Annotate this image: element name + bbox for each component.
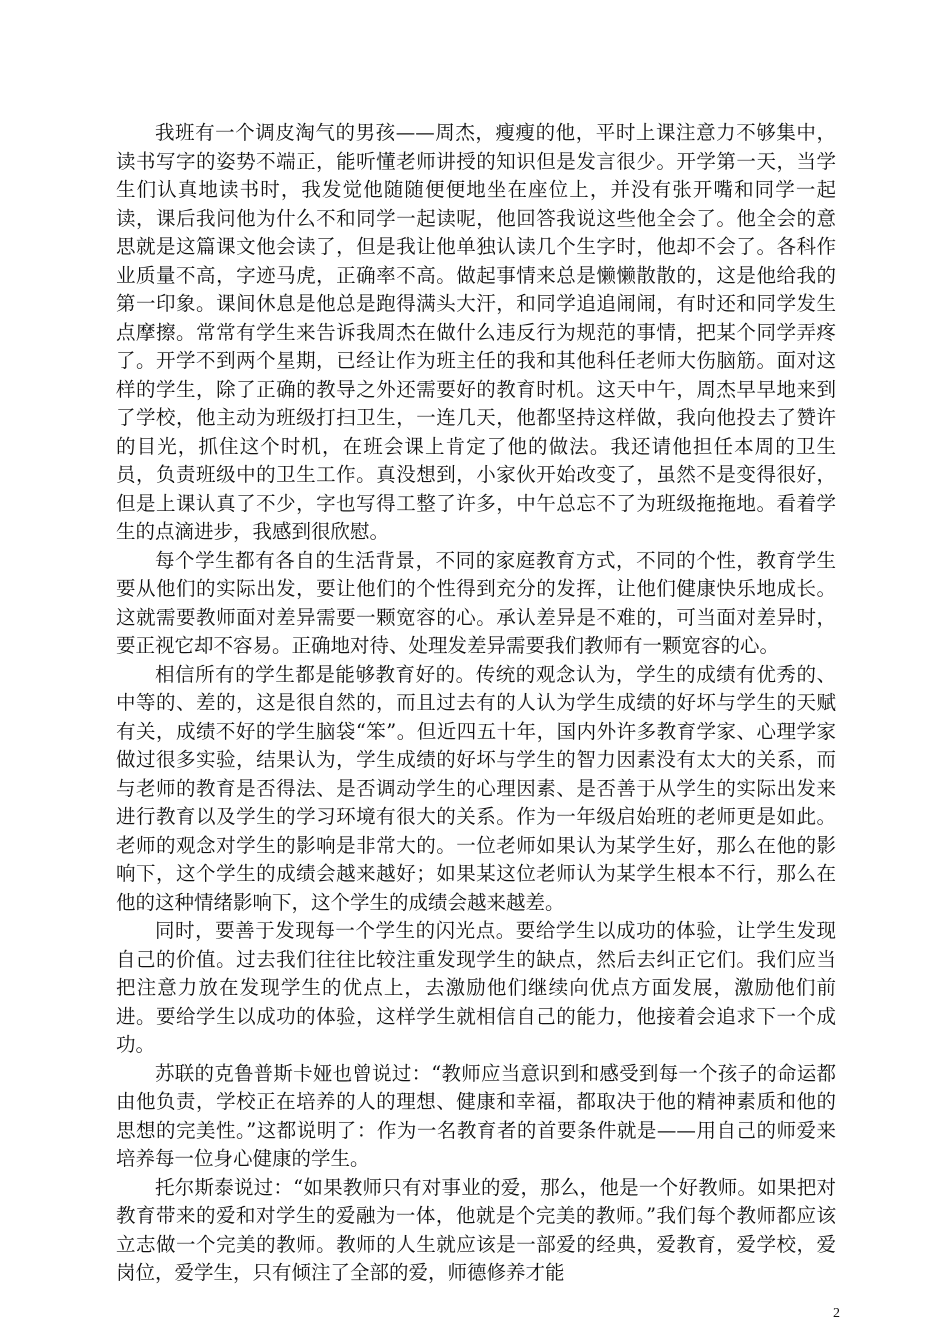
- paragraph-6: 托尔斯泰说过：“如果教师只有对事业的爱，那么，他是一个好教师。如果把对教育带来的爱和对学生的爱融为一体，他就是个完美的教师。”我们每个教师都应该立志做一个完美的教师。教师的人生就应该是一部爱的经典，爱教育，爱学校，爱岗位，爱学生，只有倾注了全部的爱，师德修养才能: [116, 1175, 836, 1284]
- paragraph-2: 每个学生都有各自的生活背景，不同的家庭教育方式，不同的个性，教育学生要从他们的实际出发，要让他们的个性得到充分的发挥，让他们健康快乐地成长。这就需要教师面对差异需要一颗宽容的心。承认差异是不难的，可当面对差异时，要正视它却不容易。正确地对待、处理发差异需要我们教师有一颗宽容的心。: [116, 548, 836, 657]
- page-number: 2: [833, 1306, 840, 1321]
- paragraph-1: 我班有一个调皮淘气的男孩——周杰，瘦瘦的他，平时上课注意力不够集中，读书写字的姿势不端正，能听懂老师讲授的知识但是发言很少。开学第一天，当学生们认真地读书时，我发觉他随随便便地坐在座位上，并没有张开嘴和同学一起读，课后我问他为什么不和同学一起读呢，他回答我说这些他全会了。他全会的意思就是这篇课文他会读了，但是我让他单独认读几个生字时，他却不会了。各科作业质量不高，字迹马虎，正确率不高。做起事情来总是懒懒散散的，这是他给我的第一印象。课间休息是他总是跑得满头大汗，和同学追追闹闹，有时还和同学发生点摩擦。常常有学生来告诉我周杰在做什么违反行为规范的事情，把某个同学弄疼了。开学不到两个星期，已经让作为班主任的我和其他科任老师大伤脑筋。面对这样的学生，除了正确的教导之外还需要好的教育时机。这天中午，周杰早早地来到了学校，他主动为班级打扫卫生，一连几天，他都坚持这样做，我向他投去了赞许的目光，抓住这个时机，在班会课上肯定了他的做法。我还请他担任本周的卫生员，负责班级中的卫生工作。真没想到，小家伙开始改变了，虽然不是变得很好，但是上课认真了不少，字也写得工整了许多，中午总忘不了为班级拖拖地。看着学生的点滴进步，我感到很欣慰。: [116, 121, 836, 543]
- paragraph-5: 苏联的克鲁普斯卡娅也曾说过：“教师应当意识到和感受到每一个孩子的命运都由他负责，学校正在培养的人的理想、健康和幸福，都取决于他的精神素质和他的思想的完美性。”这都说明了：作为一名教育者的首要条件就是——用自己的师爱来培养每一位身心健康的学生。: [116, 1061, 836, 1170]
- document-body: [116, 119, 836, 1288]
- paragraph-4: 同时，要善于发现每一个学生的闪光点。要给学生以成功的体验，让学生发现自己的价值。过去我们往往比较注重发现学生的缺点，然后去纠正它们。我们应当把注意力放在发现学生的优点上，去激励他们继续向优点方面发展，激励他们前进。要给学生以成功的体验，这样学生就相信自己的能力，他接着会追求下一个成功。: [116, 919, 836, 1056]
- paragraph-3: 相信所有的学生都是能够教育好的。传统的观念认为，学生的成绩有优秀的、中等的、差的，这是很自然的，而且过去有的人认为学生成绩的好坏与学生的天赋有关，成绩不好的学生脑袋“笨”。但近四五十年，国内外许多教育学家、心理学家做过很多实验，结果认为，学生成绩的好坏与学生的智力因素没有太大的关系，而与老师的教育是否得法、是否调动学生的心理因素、是否善于从学生的实际出发来进行教育以及学生的学习环境有很大的关系。作为一年级启始班的老师更是如此。老师的观念对学生的影响是非常大的。一位老师如果认为某学生好，那么在他的影响下，这个学生的成绩会越来越好；如果某这位老师认为某学生根本不行，那么在他的这种情绪影响下，这个学生的成绩会越来越差。: [116, 662, 836, 914]
